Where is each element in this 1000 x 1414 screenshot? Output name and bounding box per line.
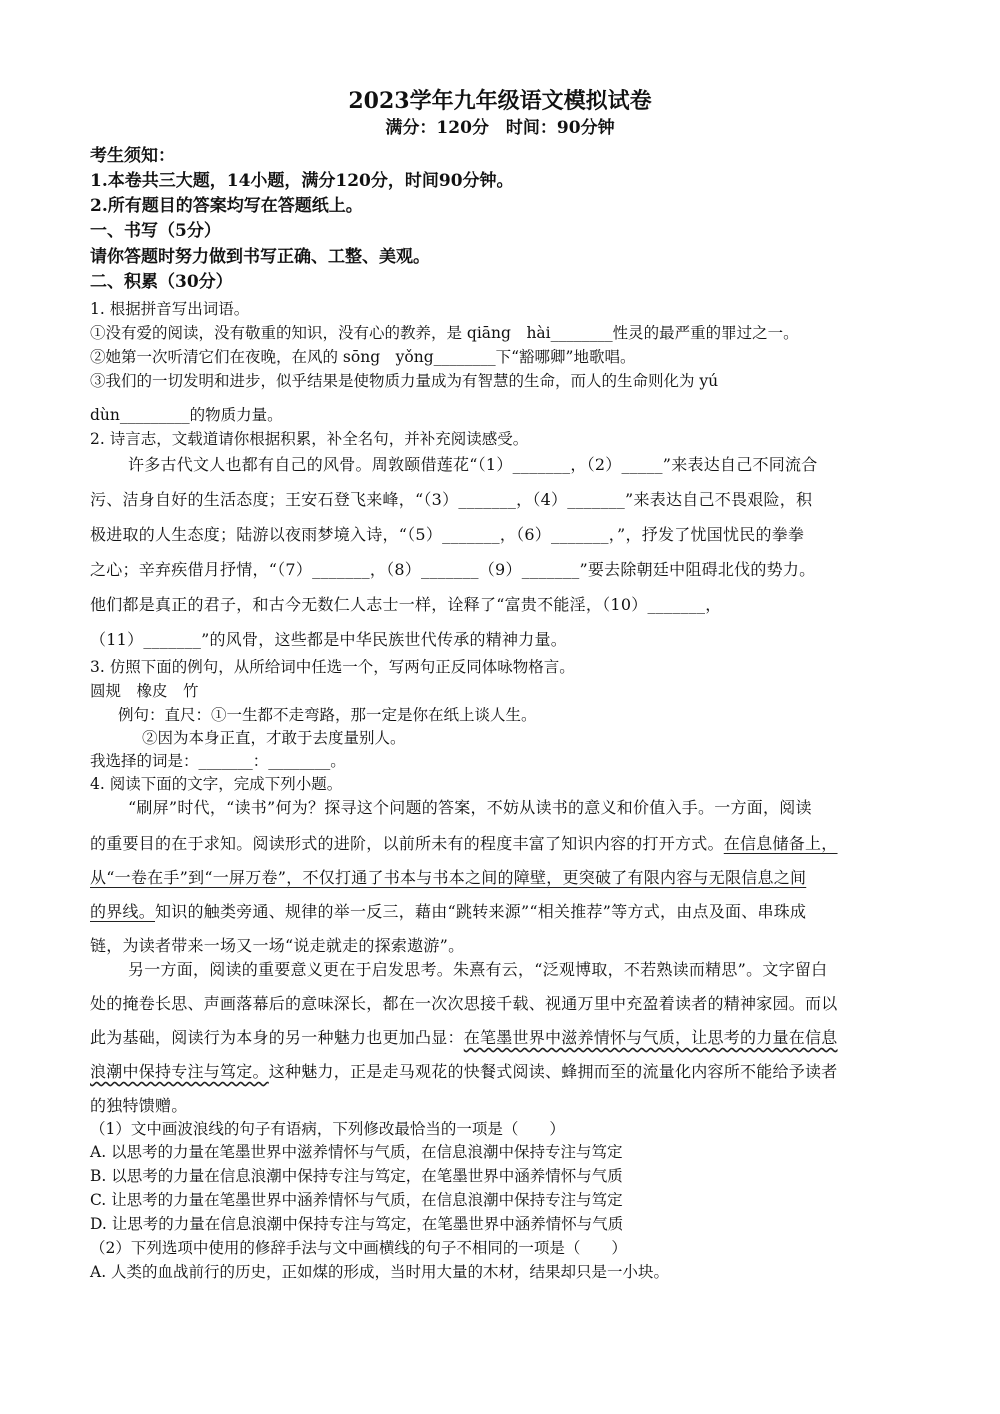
sub-question-stem: （1）文中画波浪线的句子有语病，下列修改最恰当的一项是（ ） (90, 1120, 565, 1138)
passage-line (90, 1027, 910, 1049)
passage-line (90, 867, 910, 889)
question-paragraph: 之心；辛弃疾借月抒情，“（7）_______，（8）_______（9）_______”要去除朝廷中阻碍北伐的势力。 (90, 560, 816, 579)
passage-line (90, 1061, 910, 1083)
passage-line: 链，为读者带来一场又一场“说走就走的探索遨游”。 (90, 936, 465, 955)
page-title: 2023学年九年级语文模拟试卷 (348, 88, 652, 114)
question-paragraph: 污、洁身自好的生活态度；王安石登飞来峰，“（3）_______，（4）_______”来表达自己不畏艰险，积 (90, 490, 813, 509)
option-a: A. 以思考的力量在笔墨世界中滋养情怀与气质，在信息浪潮中保持专注与笃定 (90, 1143, 623, 1161)
question-paragraph: （11）_______”的风骨，这些都是中华民族世代传承的精神力量。 (90, 630, 568, 649)
passage-line (90, 901, 910, 923)
section-heading: 一、书写（5分） (90, 221, 221, 241)
example-line: ②因为本身正直，才敢于去度量别人。 (142, 729, 406, 747)
question-stem: 1. 根据拼音写出词语。 (90, 300, 250, 318)
page-subtitle: 满分：120分 时间：90分钟 (385, 118, 615, 138)
example-line: 例句：直尺：①一生都不走弯路，那一定是你在纸上谈人生。 (118, 706, 537, 724)
wavy-underlined-sentence: 浪潮中保持专注与笃定。 (90, 1062, 269, 1081)
option-c: C. 让思考的力量在笔墨世界中涵养情怀与气质，在信息浪潮中保持专注与笃定 (90, 1191, 623, 1209)
passage-text: 的重要目的在于求知。阅读形式的进阶，以前所未有的程度丰富了知识内容的打开方式。 (90, 834, 724, 853)
passage-text: 知识的触类旁通、规律的举一反三，藉由“跳转来源”“相关推荐”等方式，由点及面、串珠成 (155, 902, 807, 921)
underlined-sentence: 的界线。 (90, 902, 156, 921)
wavy-underlined-sentence: 在笔墨世界中滋养情怀与气质，让思考的力量在信息 (463, 1028, 838, 1047)
question-paragraph: 许多古代文人也都有自己的风骨。周敦颐借莲花“（1）_______，（2）_____”来表达自己不同流合 (128, 455, 818, 474)
underlined-sentence: 从“一卷在手”到“一屏万卷”，不仅打通了书本与书本之间的障壁，更突破了有限内容与无限信息之间 (90, 868, 807, 887)
underlined-sentence: 在信息储备上， (723, 834, 838, 853)
question-paragraph: 他们都是真正的君子，和古今无数仁人志士一样，诠释了“富贵不能淫，（10）_______， (90, 595, 722, 614)
question-line: dùn_________的物质力量。 (90, 406, 283, 424)
notice-heading: 考生须知： (90, 146, 175, 166)
sub-question-stem: （2）下列选项中使用的修辞手法与文中画横线的句子不相同的一项是（ ） (90, 1239, 627, 1257)
section-heading: 二、积累（30分） (90, 272, 233, 292)
question-line: ①没有爱的阅读，没有敬重的知识，没有心的教养，是 qiāng hài________性灵的最严重的罪过之一。 (90, 324, 799, 342)
notice-item: 2.所有题目的答案均写在答题纸上。 (90, 196, 363, 216)
question-stem: 2. 诗言志，文载道请你根据积累，补全名句，并补充阅读感受。 (90, 430, 529, 448)
notice-item: 1.本卷共三大题，14小题，满分120分，时间90分钟。 (90, 171, 514, 191)
answer-line: 我选择的词是：_______：________。 (90, 752, 346, 770)
passage-line (90, 833, 910, 855)
passage-text: 这种魅力，正是走马观花的快餐式阅读、蜂拥而至的流量化内容所不能给予读者 (268, 1062, 838, 1081)
passage-text: 此为基础，阅读行为本身的另一种魅力也更加凸显： (90, 1028, 464, 1047)
option-d: D. 让思考的力量在信息浪潮中保持专注与笃定，在笔墨世界中涵养情怀与气质 (90, 1215, 624, 1233)
passage-line: 处的掩卷长思、声画落幕后的意味深长，都在一次次思接千载、视通万里中充盈着读者的精神家园。而以 (90, 994, 838, 1013)
passage-line: “刷屏”时代，“读书”何为？探寻这个问题的答案，不妨从读书的意义和价值入手。一方面，阅读 (128, 798, 812, 817)
section-instruction: 请你答题时努力做到书写正确、工整、美观。 (90, 247, 430, 267)
question-paragraph: 极进取的人生态度；陆游以夜雨梦境入诗，“（5）_______，（6）_______，”，抒发了忧国忧民的拳拳 (90, 525, 805, 544)
option-a: A. 人类的血战前行的历史，正如煤的形成，当时用大量的木材，结果却只是一小块。 (90, 1263, 670, 1281)
question-stem: 4. 阅读下面的文字，完成下列小题。 (90, 775, 343, 793)
option-b: B. 以思考的力量在信息浪潮中保持专注与笃定，在笔墨世界中涵养情怀与气质 (90, 1167, 623, 1185)
passage-line: 的独特馈赠。 (90, 1096, 188, 1115)
word-choices: 圆规 橡皮 竹 (90, 682, 199, 700)
question-line: ②她第一次听清它们在夜晚，在风的 sōng yǒng________下“豁哪卿”地歌唱。 (90, 348, 636, 366)
question-line: ③我们的一切发明和进步，似乎结果是使物质力量成为有智慧的生命，而人的生命则化为 yú (90, 372, 719, 390)
question-stem: 3. 仿照下面的例句，从所给词中任选一个，写两句正反同体咏物格言。 (90, 658, 575, 676)
passage-line: 另一方面，阅读的重要意义更在于启发思考。朱熹有云，“泛观博取，不若熟读而精思”。文字留白 (128, 960, 828, 979)
